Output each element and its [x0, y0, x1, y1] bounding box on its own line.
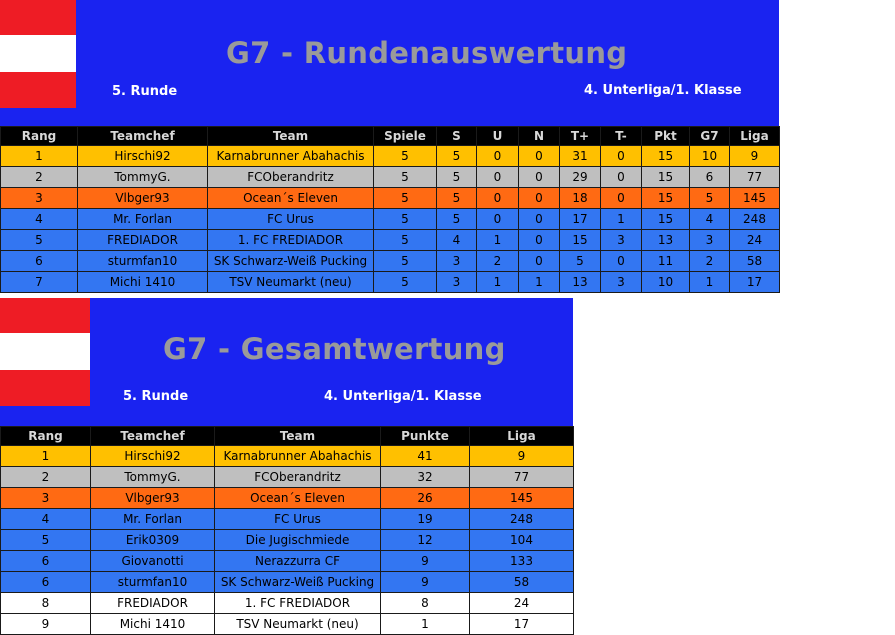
table-cell: 26	[381, 488, 470, 509]
table-cell: Giovanotti	[91, 551, 215, 572]
table-cell: 10	[642, 272, 690, 293]
table-cell: 5	[690, 188, 730, 209]
total-column-header: Punkte	[381, 427, 470, 446]
table-cell: 4	[690, 209, 730, 230]
table-cell: 1	[381, 614, 470, 635]
table-cell: Mr. Forlan	[91, 509, 215, 530]
table-row	[1, 467, 574, 488]
table-cell: 0	[601, 188, 642, 209]
table-row	[1, 509, 574, 530]
table-cell: 24	[730, 230, 780, 251]
table-cell: 0	[477, 167, 519, 188]
table-row	[1, 593, 574, 614]
table-cell: 5	[374, 188, 437, 209]
table-cell: 17	[730, 272, 780, 293]
table-cell: TommyG.	[78, 167, 208, 188]
round-number: 5. Runde	[112, 84, 178, 99]
table-cell: 5	[374, 146, 437, 167]
table-cell: Ocean´s Eleven	[208, 188, 374, 209]
table-cell: 58	[730, 251, 780, 272]
table-row	[1, 530, 574, 551]
table-cell: 10	[690, 146, 730, 167]
table-cell: Erik0309	[91, 530, 215, 551]
total-league: 4. Unterliga/1. Klasse	[324, 389, 482, 404]
table-cell: TommyG.	[91, 467, 215, 488]
round-column-header: Teamchef	[78, 127, 208, 146]
table-cell: 9	[470, 446, 574, 467]
table-cell: 13	[560, 272, 601, 293]
table-cell: 5	[374, 251, 437, 272]
table-cell: TSV Neumarkt (neu)	[208, 272, 374, 293]
table-cell: 1. FC FREDIADOR	[208, 230, 374, 251]
table-cell: 9	[730, 146, 780, 167]
table-cell: 0	[519, 209, 560, 230]
table-cell: 1	[519, 272, 560, 293]
table-cell: 13	[642, 230, 690, 251]
table-cell: 0	[601, 251, 642, 272]
round-table	[0, 126, 780, 293]
table-cell: 3	[437, 251, 477, 272]
round-column-header: Spiele	[374, 127, 437, 146]
table-cell: 5	[437, 167, 477, 188]
table-cell: FC Urus	[208, 209, 374, 230]
table-cell: Mr. Forlan	[78, 209, 208, 230]
table-cell: SK Schwarz-Weiß Pucking	[208, 251, 374, 272]
table-cell: 3	[1, 488, 91, 509]
table-cell: 133	[470, 551, 574, 572]
table-cell: 6	[690, 167, 730, 188]
table-cell: sturmfan10	[78, 251, 208, 272]
table-cell: TSV Neumarkt (neu)	[215, 614, 381, 635]
table-cell: 3	[437, 272, 477, 293]
table-cell: Hirschi92	[78, 146, 208, 167]
table-cell: 12	[381, 530, 470, 551]
table-cell: 3	[601, 272, 642, 293]
table-row	[1, 614, 574, 635]
table-cell: 15	[642, 209, 690, 230]
table-cell: 0	[477, 146, 519, 167]
table-cell: sturmfan10	[91, 572, 215, 593]
table-cell: FREDIADOR	[78, 230, 208, 251]
table-cell: 0	[519, 167, 560, 188]
table-cell: 15	[642, 167, 690, 188]
table-cell: 31	[560, 146, 601, 167]
table-cell: 0	[477, 209, 519, 230]
table-row	[1, 446, 574, 467]
table-cell: 5	[374, 167, 437, 188]
table-cell: 3	[1, 188, 78, 209]
table-cell: 19	[381, 509, 470, 530]
table-row	[1, 188, 780, 209]
table-cell: 2	[690, 251, 730, 272]
table-cell: 5	[437, 209, 477, 230]
table-cell: 0	[519, 146, 560, 167]
table-cell: 8	[381, 593, 470, 614]
table-cell: Nerazzurra CF	[215, 551, 381, 572]
round-league: 4. Unterliga/1. Klasse	[584, 83, 742, 98]
table-cell: Vlbger93	[91, 488, 215, 509]
table-cell: Vlbger93	[78, 188, 208, 209]
table-cell: 0	[601, 146, 642, 167]
austria-flag-icon	[0, 298, 90, 406]
round-column-header: U	[477, 127, 519, 146]
round-column-header: T+	[560, 127, 601, 146]
table-cell: 5	[374, 230, 437, 251]
table-cell: 9	[1, 614, 91, 635]
table-cell: 5	[437, 146, 477, 167]
table-cell: FCOberandritz	[215, 467, 381, 488]
table-cell: Karnabrunner Abahachis	[215, 446, 381, 467]
table-cell: 2	[477, 251, 519, 272]
table-cell: 248	[470, 509, 574, 530]
round-column-header: Pkt	[642, 127, 690, 146]
table-cell: 9	[381, 551, 470, 572]
table-cell: 2	[1, 467, 91, 488]
table-cell: 15	[642, 188, 690, 209]
table-row	[1, 146, 780, 167]
table-cell: 6	[1, 251, 78, 272]
table-row	[1, 230, 780, 251]
table-cell: 2	[1, 167, 78, 188]
table-cell: Karnabrunner Abahachis	[208, 146, 374, 167]
table-cell: Michi 1410	[91, 614, 215, 635]
table-cell: 0	[601, 167, 642, 188]
total-table	[0, 426, 574, 635]
table-cell: 15	[560, 230, 601, 251]
table-cell: 3	[690, 230, 730, 251]
table-cell: 4	[1, 209, 78, 230]
table-cell: 104	[470, 530, 574, 551]
table-cell: 145	[730, 188, 780, 209]
table-cell: 1	[690, 272, 730, 293]
table-cell: 0	[519, 188, 560, 209]
table-cell: 17	[470, 614, 574, 635]
table-cell: 5	[1, 530, 91, 551]
table-cell: 15	[642, 146, 690, 167]
table-cell: FC Urus	[215, 509, 381, 530]
table-cell: 5	[560, 251, 601, 272]
table-cell: 145	[470, 488, 574, 509]
table-cell: 77	[730, 167, 780, 188]
table-cell: FREDIADOR	[91, 593, 215, 614]
table-cell: 1	[477, 230, 519, 251]
total-column-header: Rang	[1, 427, 91, 446]
table-cell: 11	[642, 251, 690, 272]
total-round-number: 5. Runde	[123, 389, 189, 404]
table-cell: 6	[1, 572, 91, 593]
table-cell: 32	[381, 467, 470, 488]
table-cell: 5	[374, 209, 437, 230]
table-cell: 17	[560, 209, 601, 230]
total-panel	[0, 298, 573, 631]
austria-flag-icon	[0, 0, 76, 108]
table-cell: Hirschi92	[91, 446, 215, 467]
table-row	[1, 167, 780, 188]
round-title: G7 - Rundenauswertung	[226, 36, 628, 70]
total-column-header: Team	[215, 427, 381, 446]
table-cell: 77	[470, 467, 574, 488]
round-column-header: Rang	[1, 127, 78, 146]
table-cell: 0	[477, 188, 519, 209]
table-cell: 0	[519, 251, 560, 272]
table-row	[1, 209, 780, 230]
round-column-header: N	[519, 127, 560, 146]
total-column-header: Liga	[470, 427, 574, 446]
table-cell: 4	[1, 509, 91, 530]
table-cell: 58	[470, 572, 574, 593]
round-column-header: S	[437, 127, 477, 146]
table-cell: 1	[1, 146, 78, 167]
table-cell: 1	[601, 209, 642, 230]
table-row	[1, 272, 780, 293]
table-cell: Ocean´s Eleven	[215, 488, 381, 509]
table-cell: 41	[381, 446, 470, 467]
table-cell: 9	[381, 572, 470, 593]
table-cell: 5	[437, 188, 477, 209]
table-cell: 7	[1, 272, 78, 293]
table-cell: 18	[560, 188, 601, 209]
table-row	[1, 488, 574, 509]
table-cell: 1	[477, 272, 519, 293]
table-cell: 3	[601, 230, 642, 251]
round-column-header: Liga	[730, 127, 780, 146]
table-cell: Die Jugischmiede	[215, 530, 381, 551]
table-row	[1, 251, 780, 272]
round-column-header: Team	[208, 127, 374, 146]
round-panel	[0, 0, 779, 289]
table-row	[1, 572, 574, 593]
total-title: G7 - Gesamtwertung	[163, 332, 506, 366]
total-column-header: Teamchef	[91, 427, 215, 446]
table-cell: 4	[437, 230, 477, 251]
table-cell: 5	[374, 272, 437, 293]
table-cell: 8	[1, 593, 91, 614]
round-banner	[0, 0, 779, 126]
table-cell: SK Schwarz-Weiß Pucking	[215, 572, 381, 593]
table-cell: 24	[470, 593, 574, 614]
table-cell: 5	[1, 230, 78, 251]
table-row	[1, 551, 574, 572]
table-cell: FCOberandritz	[208, 167, 374, 188]
table-cell: 29	[560, 167, 601, 188]
table-cell: Michi 1410	[78, 272, 208, 293]
table-cell: 1. FC FREDIADOR	[215, 593, 381, 614]
total-banner	[0, 298, 573, 426]
table-cell: 248	[730, 209, 780, 230]
round-column-header: T-	[601, 127, 642, 146]
table-cell: 0	[519, 230, 560, 251]
table-cell: 6	[1, 551, 91, 572]
table-cell: 1	[1, 446, 91, 467]
round-column-header: G7	[690, 127, 730, 146]
